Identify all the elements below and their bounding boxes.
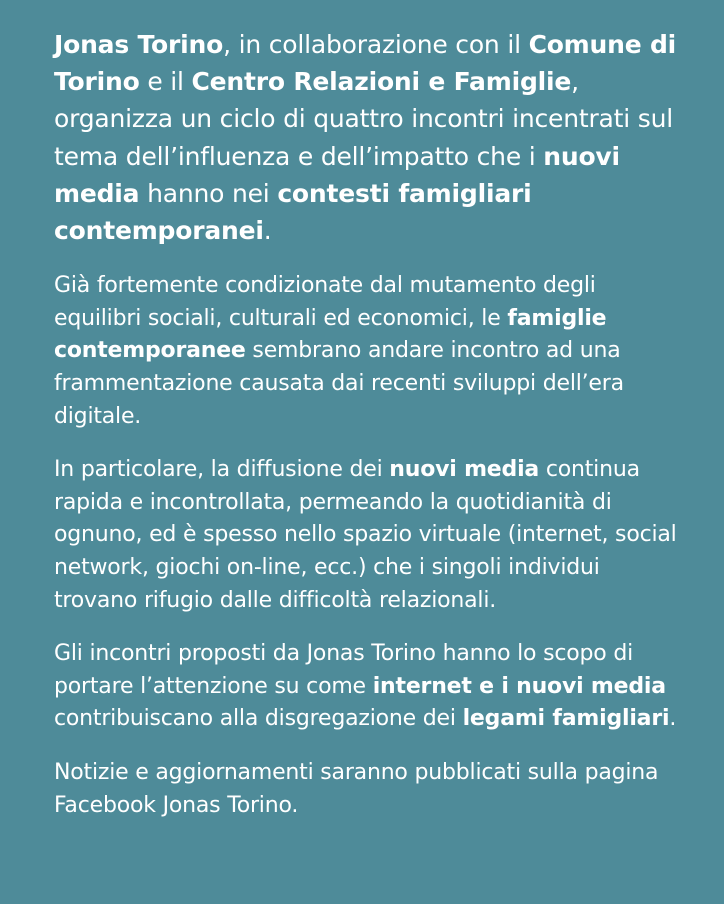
emphasis-legami: legami famigliari	[462, 706, 670, 732]
text-span: .	[669, 706, 677, 732]
emphasis-internet: internet e i nuovi media	[372, 673, 666, 699]
text-span: sembrano andare incontro ad una frammentazione causata dai recenti sviluppi dell’era digitale.	[54, 338, 624, 429]
text-span: , in collaborazione con il	[223, 30, 529, 59]
text-span: continua rapida e incontrollata, permeando la quotidianità di ognuno, ed è spesso nello spazio virtuale (internet, social network, giochi on-line, ecc.) che i singoli individui trovano rifugio dalle difficoltà relazionali.	[54, 457, 677, 613]
text-span: .	[263, 216, 272, 246]
emphasis-famiglie: famiglie contemporanee	[54, 305, 607, 364]
emphasis-nuovi-media: nuovi media	[54, 141, 620, 208]
emphasis-nuovi-media: nuovi media	[389, 457, 540, 483]
paragraph-incontri	[54, 638, 684, 736]
paragraph-notizie	[54, 757, 684, 822]
centro-name: Centro Relazioni e Famiglie	[191, 67, 572, 97]
text-span: Già fortemente condizionate dal mutamento degli equilibri sociali, culturali ed economici, le	[54, 273, 596, 331]
text-span: Notizie e aggiornamenti saranno pubblicati sulla pagina Facebook Jonas Torino.	[54, 759, 659, 818]
text-span: contribuiscano alla disgregazione dei	[54, 706, 463, 732]
paragraph-famiglie	[54, 270, 684, 433]
intro-paragraph	[54, 26, 684, 249]
text-span: , organizza un ciclo di quattro incontri incentrati sul tema dell’influenza e dell’impatto che i	[54, 67, 673, 171]
comune-name: Comune di Torino	[54, 30, 677, 97]
text-span: hanno nei	[139, 178, 278, 208]
text-span: Gli incontri proposti da Jonas Torino hanno lo scopo di portare l’attenzione su come	[54, 641, 634, 699]
paragraph-diffusione	[54, 454, 684, 617]
text-span: In particolare, la diffusione dei	[54, 457, 390, 483]
text-span: e il	[139, 67, 192, 97]
org-name: Jonas Torino	[54, 30, 224, 59]
emphasis-contesti: contesti famigliari contemporanei	[54, 178, 532, 246]
